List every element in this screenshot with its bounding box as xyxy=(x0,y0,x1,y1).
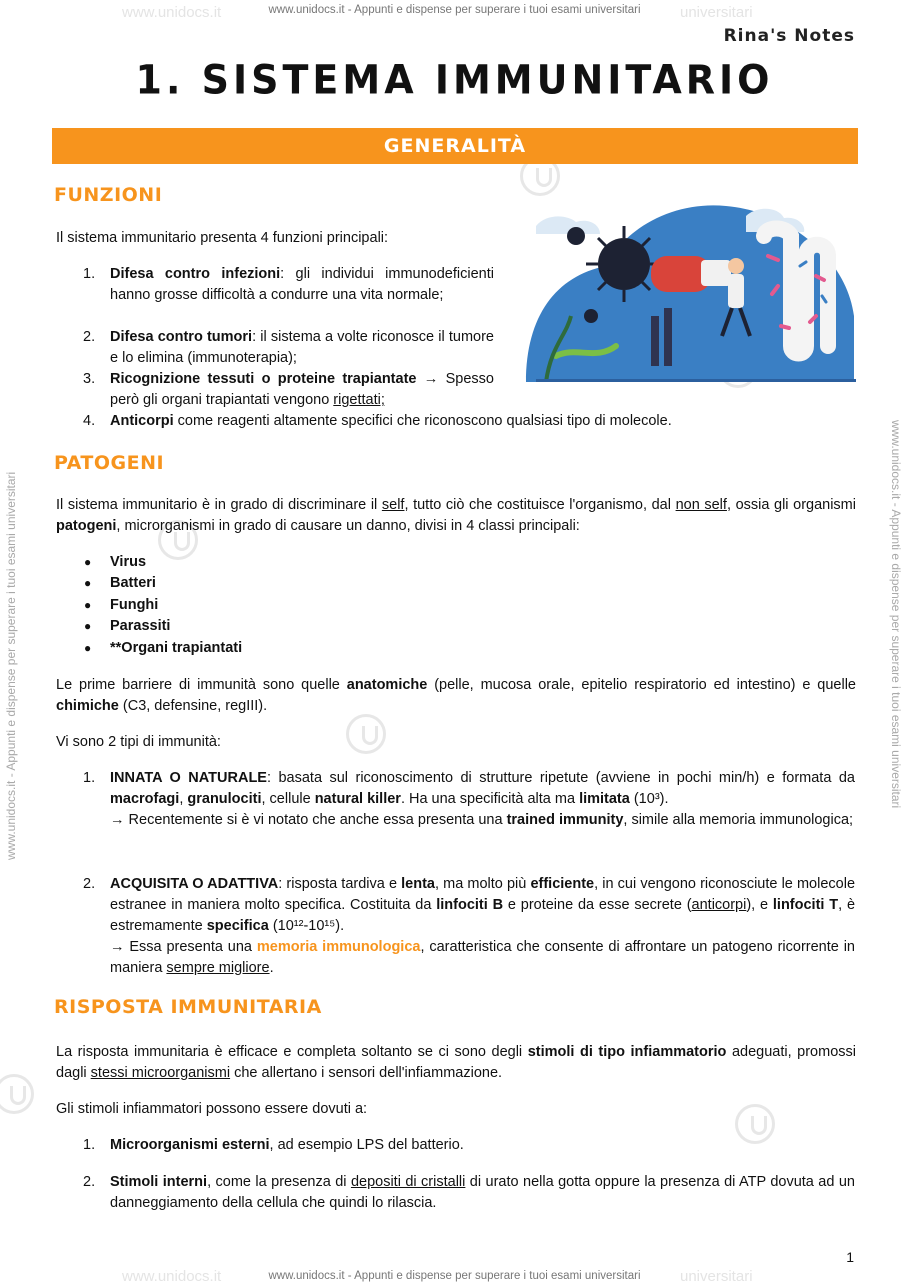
barriers-paragraph: Le prime barriere di immunità sono quelle anatomiche (pelle, mucosa orale, epitelio respiratorio ed intestino) e quelle chimiche (C3, defensine, regIII). xyxy=(56,677,856,714)
list-item: 4. Anticorpi come reagenti altamente specifici che riconoscono qualsiasi tipo di molecole. xyxy=(83,413,672,429)
list-item: ● Parassiti xyxy=(84,618,171,634)
unidocs-logo-icon xyxy=(0,1074,34,1114)
patogeni-intro: Il sistema immunitario è in grado di discriminare il self, tutto ciò che costituisce l'organismo, dal non self, ossia gli organismi patogeni, microrganismi in grado di causare un danno, divisi in 4 classi principali: xyxy=(56,497,856,534)
faint-watermark: www.unidocs.it xyxy=(122,4,222,21)
faint-watermark: www.unidocs.it xyxy=(122,1268,222,1285)
funzioni-heading: FUNZIONI xyxy=(54,184,163,206)
side-watermark-right: www.unidocs.it - Appunti e dispense per superare i tuoi esami universitari xyxy=(889,420,903,809)
unidocs-logo-icon xyxy=(346,714,386,754)
footer-watermark: www.unidocs.it - Appunti e dispense per superare i tuoi esami universitari xyxy=(268,1270,641,1282)
risposta-heading: RISPOSTA IMMUNITARIA xyxy=(54,996,322,1018)
page-title: 1. SISTEMA IMMUNITARIO xyxy=(135,56,774,104)
immunity-types-intro: Vi sono 2 tipi di immunità: xyxy=(56,734,221,750)
list-item: ● Batteri xyxy=(84,575,156,591)
page-number: 1 xyxy=(846,1249,854,1265)
list-item: 3. Ricognizione tessuti o proteine trapiantate → Spesso però gli organi trapiantati vengono rigettati; xyxy=(83,371,494,408)
author-tag: Rina's Notes xyxy=(723,26,855,46)
faint-watermark: universitari xyxy=(680,4,753,21)
list-item: ● Virus xyxy=(84,554,147,570)
list-item: ● **Organi trapiantati xyxy=(84,640,243,656)
list-item-innata: 1. INNATA O NATURALE: basata sul riconoscimento di strutture ripetute (avviene in pochi min/h) e formata da macrofagi, granulociti, cellule natural killer. Ha una specificità alta ma limitata (10³). → Recentemente si è vi notato che anche essa presenta una trained immunity, simile alla memoria immunologica; xyxy=(83,770,855,828)
side-watermark-left: www.unidocs.it - Appunti e dispense per superare i tuoi esami universitari xyxy=(4,471,18,860)
list-item: 1. Microorganismi esterni, ad esempio LPS del batterio. xyxy=(83,1137,464,1153)
header-watermark: www.unidocs.it - Appunti e dispense per superare i tuoi esami universitari xyxy=(268,4,641,16)
list-item: 2. Difesa contro tumori: il sistema a volte riconosce il tumore e lo elimina (immunoterapia); xyxy=(83,329,494,366)
funzioni-intro: Il sistema immunitario presenta 4 funzioni principali: xyxy=(56,230,389,246)
list-item: ● Funghi xyxy=(84,597,159,613)
list-item: 1. Difesa contro infezioni: gli individui immunodeficienti hanno grosse difficoltà a condurre una vita normale; xyxy=(83,266,494,303)
risposta-paragraph: La risposta immunitaria è efficace e completa soltanto se ci sono degli stimoli di tipo infiammatorio adeguati, promossi dagli stessi microorganismi che allertano i sensori dell'infiammazione. xyxy=(56,1044,856,1081)
section-banner: GENERALITÀ xyxy=(52,128,858,164)
immune-illustration xyxy=(516,196,856,382)
list-item: 2. Stimoli interni, come la presenza di depositi di cristalli di urato nella gotta oppure la presenza di ATP dovuta ad un danneggiamento della cellula che quindi lo rilascia. xyxy=(83,1174,855,1211)
risposta-intro: Gli stimoli infiammatori possono essere dovuti a: xyxy=(56,1101,368,1117)
patogeni-heading: PATOGENI xyxy=(54,452,165,474)
list-item-acquisita: 2. ACQUISITA O ADATTIVA: risposta tardiva e lenta, ma molto più efficiente, in cui vengono riconosciute le molecole estranee in maniera molto specifica. Costituita da linfociti B e proteine da esse secrete (anticorpi), e linfociti T, è estremamente specifica (10¹²-10¹⁵). → Essa presenta una memoria immunologica, caratteristica che consente di affrontare un patogeno ricorrente in maniera sempre migliore. xyxy=(83,876,856,976)
faint-watermark: universitari xyxy=(680,1268,753,1285)
